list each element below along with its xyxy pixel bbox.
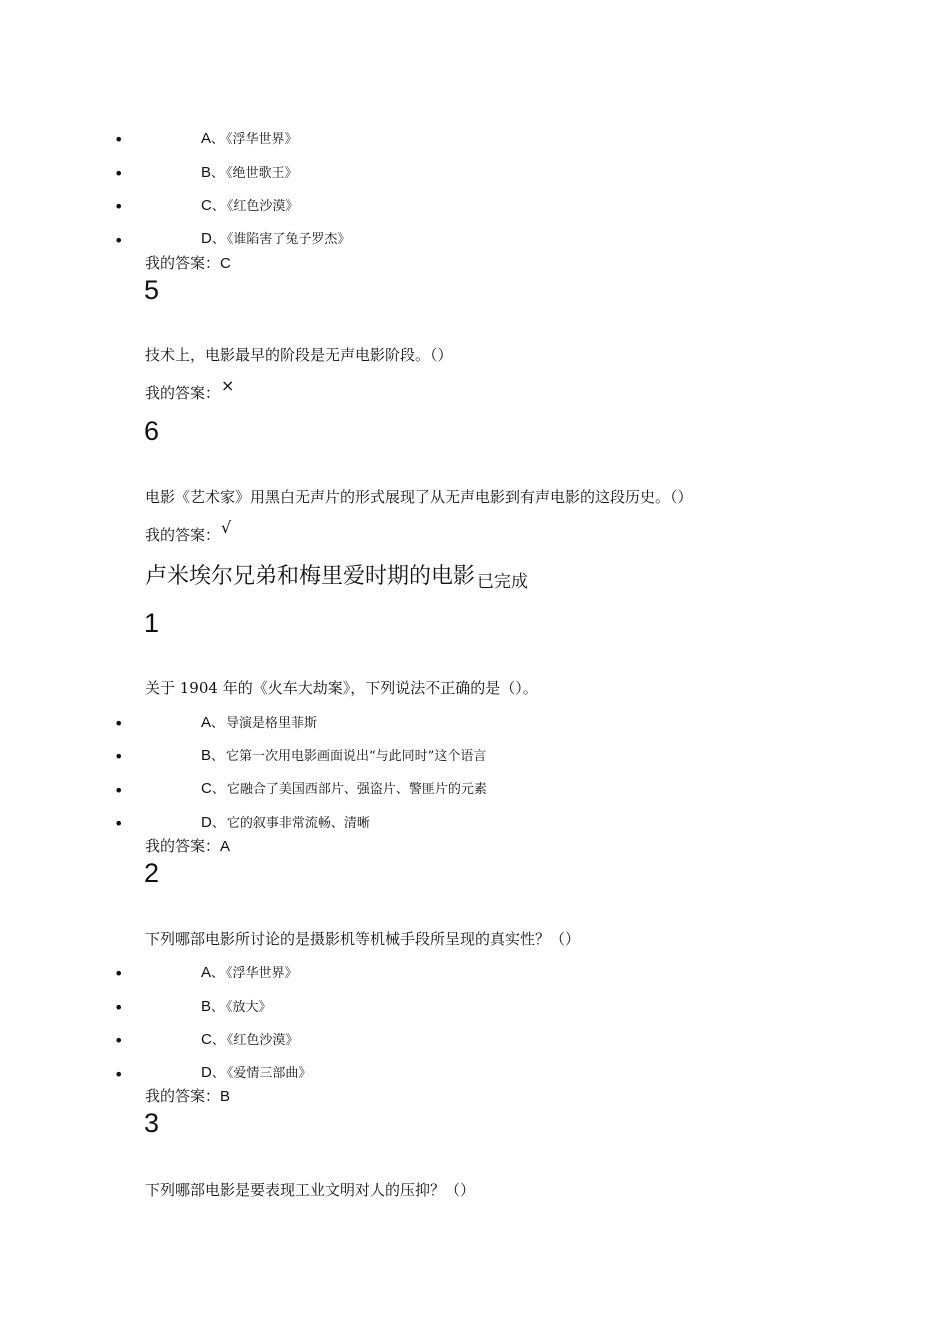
- my-answer: [145, 254, 231, 273]
- option-separator: 、: [211, 166, 225, 181]
- section-title: [145, 562, 528, 593]
- list-bullet: •: [114, 231, 124, 250]
- my-answer: [145, 1087, 230, 1106]
- question-number: 6: [144, 416, 160, 446]
- option-letter: D: [201, 814, 212, 831]
- option-letter: B: [201, 164, 212, 181]
- option-letter: D: [201, 230, 212, 247]
- option-letter: C: [201, 1031, 212, 1048]
- option-b: [201, 998, 272, 1017]
- answer-value: A: [220, 838, 231, 855]
- list-bullet: •: [114, 747, 124, 766]
- list-bullet: •: [114, 1031, 124, 1050]
- list-bullet: •: [114, 164, 124, 183]
- section-title-text: 卢米埃尔兄弟和梅里爱时期的电影: [145, 564, 476, 589]
- option-text: 《红色沙漠》: [226, 1033, 299, 1048]
- option-letter: C: [201, 197, 212, 214]
- option-a: [201, 714, 317, 733]
- list-bullet: •: [114, 814, 124, 833]
- option-separator: 、: [211, 199, 225, 214]
- question-number: 3: [144, 1108, 160, 1138]
- option-text: 《放大》: [226, 1000, 272, 1015]
- option-separator: 、: [211, 1000, 225, 1015]
- question-number: 1: [144, 608, 160, 638]
- check-mark: √: [221, 518, 232, 537]
- option-text: 导演是格里菲斯: [226, 716, 318, 731]
- option-text: 它的叙事非常流畅、清晰: [226, 816, 370, 831]
- question-text: 关于 1904 年的《火车大劫案》，下列说法不正确的是（）。: [145, 679, 538, 697]
- option-letter: A: [201, 130, 212, 147]
- option-separator: 、: [211, 1066, 225, 1081]
- option-separator: 、: [211, 232, 225, 247]
- option-letter: D: [201, 1064, 212, 1081]
- option-text: 《绝世歌王》: [226, 166, 298, 181]
- option-letter: B: [201, 998, 212, 1015]
- answer-label: 我的答案：: [145, 384, 221, 402]
- list-bullet: •: [114, 197, 124, 216]
- option-text: 它第一次用电影画面说出“与此同时”这个语言: [226, 749, 487, 764]
- list-bullet: •: [114, 130, 124, 149]
- cross-mark: ×: [221, 376, 235, 395]
- option-c: [201, 197, 298, 216]
- option-d: [201, 230, 350, 249]
- option-d: [201, 1064, 311, 1083]
- list-bullet: •: [114, 964, 124, 983]
- my-answer: [145, 518, 232, 544]
- question-number: 2: [144, 858, 160, 888]
- answer-label: 我的答案：: [145, 1087, 221, 1105]
- answer-value: C: [220, 255, 231, 272]
- option-separator: 、: [211, 966, 225, 981]
- option-letter: C: [201, 780, 212, 797]
- question-text: 下列哪部电影所讨论的是摄影机等机械手段所呈现的真实性？（）: [145, 930, 581, 948]
- option-b: [201, 164, 298, 183]
- answer-label: 我的答案：: [145, 837, 221, 855]
- option-letter: A: [201, 714, 212, 731]
- answer-label: 我的答案：: [145, 526, 221, 544]
- option-separator: 、: [211, 782, 225, 797]
- list-bullet: •: [114, 781, 124, 800]
- option-text: 《爱情三部曲》: [226, 1066, 312, 1081]
- option-separator: 、: [211, 816, 225, 831]
- option-d: [201, 814, 370, 833]
- option-separator: 、: [211, 1033, 225, 1048]
- option-b: [201, 747, 486, 766]
- answer-value: B: [220, 1088, 231, 1105]
- question-text: 电影《艺术家》用黑白无声片的形式展现了从无声电影到有声电影的这段历史。（）: [145, 488, 693, 506]
- option-text: 《红色沙漠》: [226, 199, 299, 214]
- question-number: 5: [144, 275, 160, 305]
- option-letter: B: [201, 747, 212, 764]
- list-bullet: •: [114, 714, 124, 733]
- list-bullet: •: [114, 1065, 124, 1084]
- my-answer: [145, 837, 230, 856]
- option-separator: 、: [211, 749, 225, 764]
- answer-label: 我的答案：: [145, 254, 221, 272]
- section-status: 已完成: [477, 572, 529, 592]
- option-letter: A: [201, 964, 212, 981]
- option-text: 它融合了美国西部片、强盗片、警匪片的元素: [226, 782, 487, 797]
- option-separator: 、: [211, 716, 225, 731]
- option-c: [201, 1031, 298, 1050]
- option-text: 《浮华世界》: [226, 132, 298, 147]
- option-text: 《浮华世界》: [226, 966, 298, 981]
- option-c: [201, 780, 487, 799]
- question-text: 技术上，电影最早的阶段是无声电影阶段。（）: [145, 346, 453, 364]
- option-a: [201, 130, 298, 149]
- option-text: 《谁陷害了兔子罗杰》: [226, 232, 351, 247]
- my-answer: [145, 376, 235, 402]
- list-bullet: •: [114, 998, 124, 1017]
- option-separator: 、: [211, 132, 225, 147]
- option-a: [201, 964, 298, 983]
- question-text: 下列哪部电影是要表现工业文明对人的压抑？（）: [145, 1181, 476, 1199]
